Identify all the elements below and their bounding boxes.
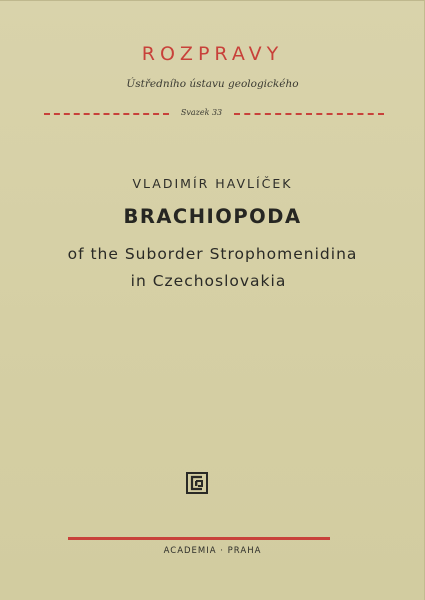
dashed-rule-left (44, 113, 169, 115)
dashed-rule-right (234, 113, 384, 115)
series-institute: Ústředního ústavu geologického (126, 78, 299, 90)
book-subtitle-line1: of the Suborder Strophomenidina (67, 245, 358, 263)
red-rule (68, 537, 330, 540)
book-subtitle-line2: in Czechoslovakia (130, 272, 287, 290)
publisher-name: ACADEMIA · PRAHA (163, 546, 262, 556)
author-name: VLADIMÍR HAVLÍČEK (132, 176, 293, 191)
series-volume-line (44, 109, 384, 119)
publisher-monogram-icon (186, 472, 208, 494)
series-title: ROZPRAVY (141, 43, 284, 65)
volume-number: Svazek 33 (180, 108, 223, 117)
book-title: BRACHIOPODA (123, 205, 302, 228)
